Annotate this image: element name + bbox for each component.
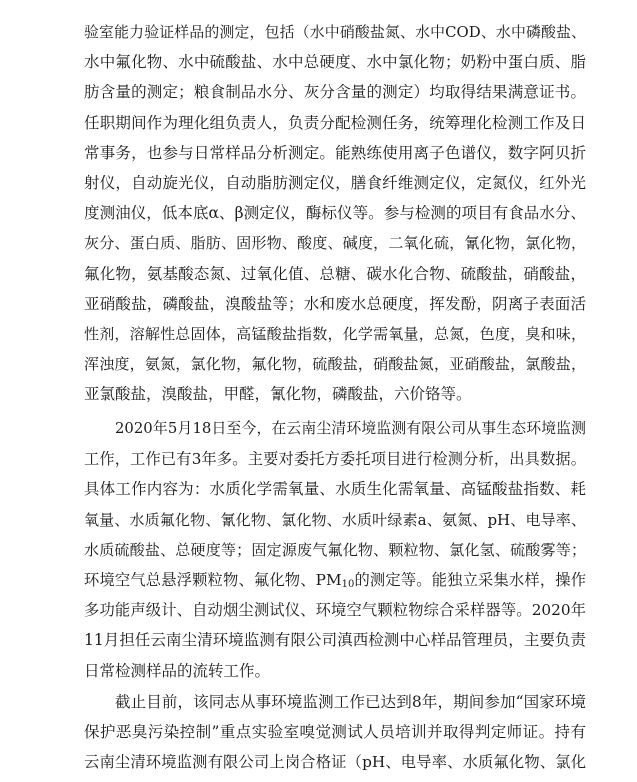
text-segment: 环境空气总悬浮颗粒物、氟化物、PM <box>84 570 342 589</box>
paragraph-3 <box>84 687 586 778</box>
text-line: 氟化物，氨基酸态氮、过氧化值、总糖、碳水化合物、硫酸盐，硝酸盐， <box>84 264 586 283</box>
text-line: 水质硫酸盐、总硬度等；固定源废气氟化物、颗粒物、氯化氢、硫酸雾等； <box>84 540 586 559</box>
text-line: 性剂，溶解性总固体，高锰酸盐指数，化学需氧量，总氮，色度，臭和味， <box>84 324 586 343</box>
text-segment: 的测定等。能独立采集水样，操作 <box>354 570 586 589</box>
paragraph-2 <box>84 414 586 686</box>
text-line: 2020年5月18日至今，在云南尘清环境监测有限公司从事生态环境监测 <box>115 420 586 437</box>
text-line: 工作，工作已有3年多。主要对委托方委托项目进行检测分析，出具数据。 <box>84 450 586 469</box>
text-line: 射仪，自动旋光仪，自动脂肪测定仪，膳食纤维测定仪，定氮仪，红外光 <box>84 173 586 192</box>
text-line: 任职期间作为理化组负责人，负责分配检测任务，统筹理化检测工作及日 <box>84 113 586 132</box>
text-line: 具体工作内容为：水质化学需氧量、水质生化需氧量、高锰酸盐指数、耗 <box>84 480 586 499</box>
text-line-pm10 <box>84 565 586 595</box>
text-line: 11月担任云南尘清环境监测有限公司滇西检测中心样品管理员，主要负责 <box>84 631 586 650</box>
text-line: 日常检测样品的流转工作。 <box>84 661 271 680</box>
text-line: 浑浊度，氨氮，氯化物，氟化物，硫酸盐，硝酸盐氮，亚硝酸盐，氯酸盐， <box>84 355 586 374</box>
text-line: 云南尘清环境监测有限公司上岗合格证（pH、电导率、水质氟化物、氯化 <box>84 753 586 772</box>
text-line: 验室能力验证样品的测定，包括（水中硝酸盐氮、水中COD、水中磷酸盐、 <box>84 23 586 41</box>
text-line: 灰分、蛋白质、脂肪、固形物、酸度、碱度，二氧化硫，氰化物，氯化物， <box>84 234 586 253</box>
text-line: 亚氯酸盐，溴酸盐，甲醛，氰化物，磷酸盐，六价铬等。 <box>84 385 472 404</box>
subscript: 10 <box>341 578 355 590</box>
text-line: 水中氟化物、水中硫酸盐、水中总硬度、水中氯化物；奶粉中蛋白质、脂 <box>84 53 586 72</box>
text-line: 氧量、水质氟化物、氰化物、氯化物、水质叶绿素a、氨氮、pH、电导率、 <box>84 510 586 529</box>
text-line: 肪含量的测定；粮食制品水分、灰分含量的测定）均取得结果满意证书。 <box>84 83 586 102</box>
text-line: 多功能声级计、自动烟尘测试仪、环境空气颗粒物综合采样器等。2020年 <box>84 601 586 620</box>
text-line: 截止目前，该同志从事环境监测工作已达到8年，期间参加“国家环境 <box>115 693 586 711</box>
text-line: 保护恶臭污染控制”重点实验室嗅觉测试人员培训并取得判定师证。持有 <box>84 723 586 742</box>
text-line: 常事务，也参与日常样品分析测定。能熟练使用离子色谱仪，数字阿贝折 <box>84 143 586 162</box>
paragraph-1 <box>84 17 586 409</box>
text-line: 度测油仪，低本底α、β测定仪，酶标仪等。参与检测的项目有食品水分、 <box>84 204 586 223</box>
text-line: 亚硝酸盐，磷酸盐，溴酸盐等；水和废水总硬度，挥发酚，阴离子表面活 <box>84 294 586 313</box>
